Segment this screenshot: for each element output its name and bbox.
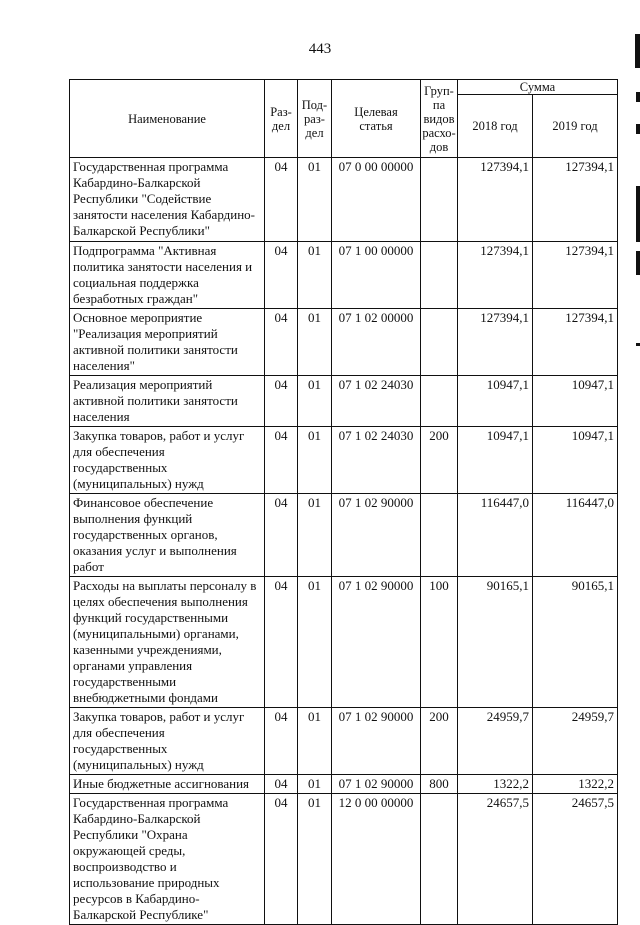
row-gruppa-vidov [421, 494, 458, 577]
row-gruppa-vidov [421, 376, 458, 427]
row-sum-2019: 127394,1 [533, 158, 618, 242]
table-row [70, 158, 618, 242]
row-podrazdel: 01 [298, 427, 332, 494]
row-razdel: 04 [265, 494, 298, 577]
row-tselevaya-statya: 07 1 00 00000 [332, 242, 421, 309]
row-razdel: 04 [265, 775, 298, 794]
table-body [70, 158, 618, 925]
row-sum-2018: 127394,1 [458, 242, 533, 309]
header-podrazdel: Под- раз- дел [298, 80, 332, 158]
table-row [70, 309, 618, 376]
row-podrazdel: 01 [298, 794, 332, 925]
row-name: Подпрограмма "Активная политика занятости населения и социальная поддержка безработных граждан" [70, 242, 265, 309]
row-gruppa-vidov [421, 309, 458, 376]
row-name: Реализация мероприятий активной политики занятости населения [70, 376, 265, 427]
row-razdel: 04 [265, 708, 298, 775]
header-year-2019: 2019 год [533, 95, 618, 158]
scan-edge-marks [630, 0, 640, 905]
row-name: Закупка товаров, работ и услуг для обеспечения государственных (муниципальных) нужд [70, 708, 265, 775]
row-gruppa-vidov [421, 242, 458, 309]
row-tselevaya-statya: 07 1 02 90000 [332, 494, 421, 577]
table-row [70, 242, 618, 309]
row-name: Государственная программа Кабардино-Балкарской Республики "Охрана окружающей среды, воспроизводство и использование природных ресурсов в Кабардино-Балкарской Республике" [70, 794, 265, 925]
table-row [70, 708, 618, 775]
row-podrazdel: 01 [298, 376, 332, 427]
row-razdel: 04 [265, 427, 298, 494]
row-tselevaya-statya: 07 1 02 24030 [332, 427, 421, 494]
row-sum-2018: 127394,1 [458, 309, 533, 376]
row-sum-2019: 24657,5 [533, 794, 618, 925]
row-razdel: 04 [265, 794, 298, 925]
row-razdel: 04 [265, 158, 298, 242]
row-name: Иные бюджетные ассигнования [70, 775, 265, 794]
row-podrazdel: 01 [298, 494, 332, 577]
header-name: Наименование [70, 80, 265, 158]
table-row [70, 775, 618, 794]
row-gruppa-vidov: 800 [421, 775, 458, 794]
row-razdel: 04 [265, 577, 298, 708]
header-gruppa-vidov: Груп- па видов расхо- дов [421, 80, 458, 158]
table-row [70, 376, 618, 427]
table-row [70, 427, 618, 494]
row-podrazdel: 01 [298, 775, 332, 794]
row-razdel: 04 [265, 376, 298, 427]
row-sum-2019: 116447,0 [533, 494, 618, 577]
row-podrazdel: 01 [298, 708, 332, 775]
header-year-2018: 2018 год [458, 95, 533, 158]
row-sum-2018: 24959,7 [458, 708, 533, 775]
row-gruppa-vidov: 200 [421, 427, 458, 494]
row-sum-2018: 127394,1 [458, 158, 533, 242]
header-summa: Сумма [458, 80, 618, 95]
row-sum-2019: 10947,1 [533, 376, 618, 427]
row-tselevaya-statya: 07 1 02 90000 [332, 708, 421, 775]
row-razdel: 04 [265, 309, 298, 376]
row-sum-2019: 1322,2 [533, 775, 618, 794]
table-row [70, 577, 618, 708]
row-tselevaya-statya: 07 1 02 24030 [332, 376, 421, 427]
row-sum-2019: 127394,1 [533, 309, 618, 376]
row-sum-2019: 127394,1 [533, 242, 618, 309]
row-name: Государственная программа Кабардино-Балкарской Республики "Содействие занятости населения Кабардино-Балкарской Республики" [70, 158, 265, 242]
row-name: Закупка товаров, работ и услуг для обеспечения государственных (муниципальных) нужд [70, 427, 265, 494]
row-tselevaya-statya: 07 0 00 00000 [332, 158, 421, 242]
page-number: 443 [308, 41, 332, 57]
row-name: Основное мероприятие "Реализация мероприятий активной политики занятости населения" [70, 309, 265, 376]
row-tselevaya-statya: 07 1 02 90000 [332, 775, 421, 794]
row-sum-2018: 10947,1 [458, 427, 533, 494]
row-podrazdel: 01 [298, 577, 332, 708]
row-tselevaya-statya: 07 1 02 00000 [332, 309, 421, 376]
row-gruppa-vidov: 100 [421, 577, 458, 708]
table-row [70, 494, 618, 577]
row-name: Финансовое обеспечение выполнения функций государственных органов, оказания услуг и выполнения работ [70, 494, 265, 577]
row-sum-2018: 90165,1 [458, 577, 533, 708]
header-razdel: Раз- дел [265, 80, 298, 158]
row-sum-2018: 10947,1 [458, 376, 533, 427]
row-tselevaya-statya: 07 1 02 90000 [332, 577, 421, 708]
row-sum-2018: 1322,2 [458, 775, 533, 794]
row-podrazdel: 01 [298, 242, 332, 309]
row-name: Расходы на выплаты персоналу в целях обеспечения выполнения функций государственными (муниципальными) органами, казенными учреждениями, органами управления государственными внебюджетными фондами [70, 577, 265, 708]
table-header [70, 80, 618, 158]
row-razdel: 04 [265, 242, 298, 309]
row-sum-2019: 10947,1 [533, 427, 618, 494]
row-gruppa-vidov [421, 158, 458, 242]
row-sum-2019: 90165,1 [533, 577, 618, 708]
row-gruppa-vidov: 200 [421, 708, 458, 775]
row-sum-2019: 24959,7 [533, 708, 618, 775]
row-sum-2018: 24657,5 [458, 794, 533, 925]
header-tselevaya-statya: Целевая статья [332, 80, 421, 158]
row-podrazdel: 01 [298, 158, 332, 242]
row-tselevaya-statya: 12 0 00 00000 [332, 794, 421, 925]
row-sum-2018: 116447,0 [458, 494, 533, 577]
budget-table [69, 79, 618, 925]
row-podrazdel: 01 [298, 309, 332, 376]
